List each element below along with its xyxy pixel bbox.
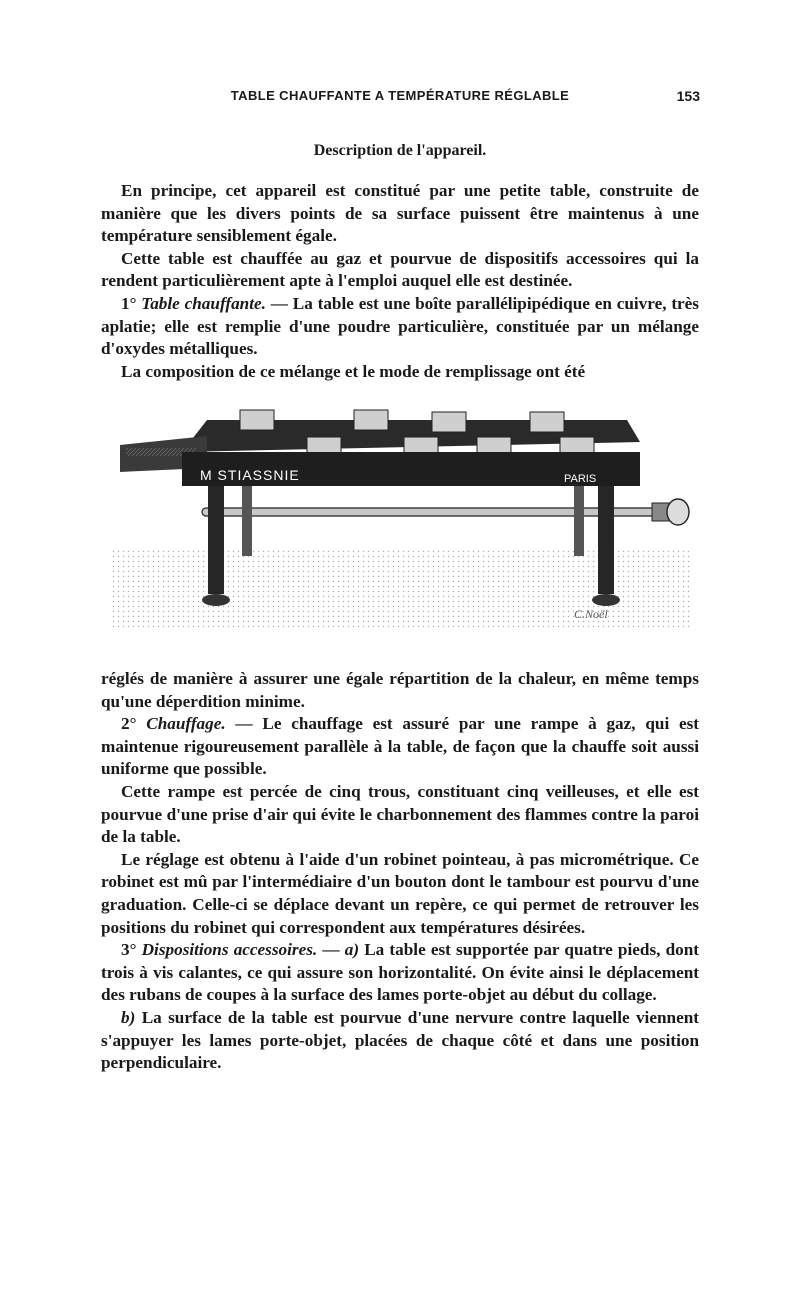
foot-right [592, 594, 620, 606]
page-number: 153 [676, 88, 700, 104]
paragraph-continuation: réglés de manière à assurer une égale répartition de la chaleur, en même temps qu'une déperdition minime. [101, 669, 699, 711]
item-label: Chauffage. [146, 714, 226, 734]
maker-label: M STIASSNIE [200, 467, 300, 483]
item-separator: — [317, 940, 345, 960]
paragraph-accessories [101, 939, 699, 1007]
item-number: 1° [121, 293, 137, 313]
paragraph-burner-holes: Cette rampe est percée de cinq trous, constituant cinq veilleuses, et elle est pourvue d'une prise d'air qui évite le charbonnement des flammes contre la paroi de la table. [101, 781, 699, 847]
paragraph-ridge [101, 1007, 699, 1075]
item-number: 3° [121, 940, 137, 960]
slide-3 [432, 412, 466, 432]
paragraph-gas-heated: Cette table est chauffée au gaz et pourvue de dispositifs accessoires qui la rendent particulièrement apte à l'emploi auquel elle est destinée. [101, 248, 699, 291]
engraver-signature: C.Noël [574, 607, 608, 621]
leg-front-left [208, 486, 224, 594]
slide-2 [354, 410, 388, 430]
paragraph-heating [101, 713, 699, 781]
body-text-bottom [101, 668, 699, 1075]
sub-item-label: b) [121, 1007, 136, 1027]
item-label: Table chauffante. [141, 293, 266, 313]
section-heading: Description de l'appareil. [313, 142, 487, 159]
heating-table-engraving [112, 400, 692, 645]
leg-front-right [598, 486, 614, 594]
foot-left [202, 594, 230, 606]
running-title: TABLE CHAUFFANTE A TEMPÉRATURE RÉGLABLE [230, 88, 570, 103]
item-text: La surface de la table est pourvue d'une nervure contre laquelle viennent s'appuyer les lames porte-objet, placées de chaque côté et dans une position perpendiculaire. [101, 1007, 699, 1073]
running-head [100, 88, 700, 108]
paragraph-heating-table [101, 293, 699, 361]
city-label: PARIS [564, 473, 597, 485]
item-label: Dispositions accessoires. [141, 940, 318, 960]
leg-back-right [574, 486, 584, 556]
slide-1 [240, 410, 274, 430]
control-knob [667, 499, 689, 525]
item-number: 2° [121, 714, 137, 734]
leg-back-left [242, 486, 252, 556]
item-text: — La table est une boîte parallélipipédique en cuivre, très aplatie; elle est remplie d'une poudre particulière, constituée par un mélange d'oxydes métalliques. [101, 293, 699, 359]
paragraph-principle: En principe, cet appareil est constitué par une petite table, construite de manière que les divers points de sa surface puissent être maintenus à une température sensiblement égale. [101, 181, 699, 246]
paragraph-composition: La composition de ce mélange et le mode de remplissage ont été [121, 361, 586, 381]
gas-rail [202, 508, 657, 516]
sub-item-label: a) [344, 940, 360, 960]
body-text-top [101, 180, 699, 383]
paragraph-regulation: Le réglage est obtenu à l'aide d'un robinet pointeau, à pas micrométrique. Ce robinet est mû par l'intermédiaire d'un bouton dont le tambour est pourvu d'une graduation. Celle-ci se déplace devant un repère, ce qui permet de retrouver les positions du robinet qui correspondent aux températures désirées. [101, 849, 699, 937]
item-text: — Le chauffage est assuré par une rampe à gaz, qui est maintenue rigoureusement parallèle à la table, de façon que la chauffe soit aussi uniforme que possible. [101, 714, 700, 779]
item-text: La table est supportée par quatre pieds, dont trois à vis calantes, ce qui assure son horizontalité. On évite ainsi le déplacement des rubans de coupes à la surface des lames porte-objet au début du collage. [101, 940, 700, 1005]
slide-4 [530, 412, 564, 432]
